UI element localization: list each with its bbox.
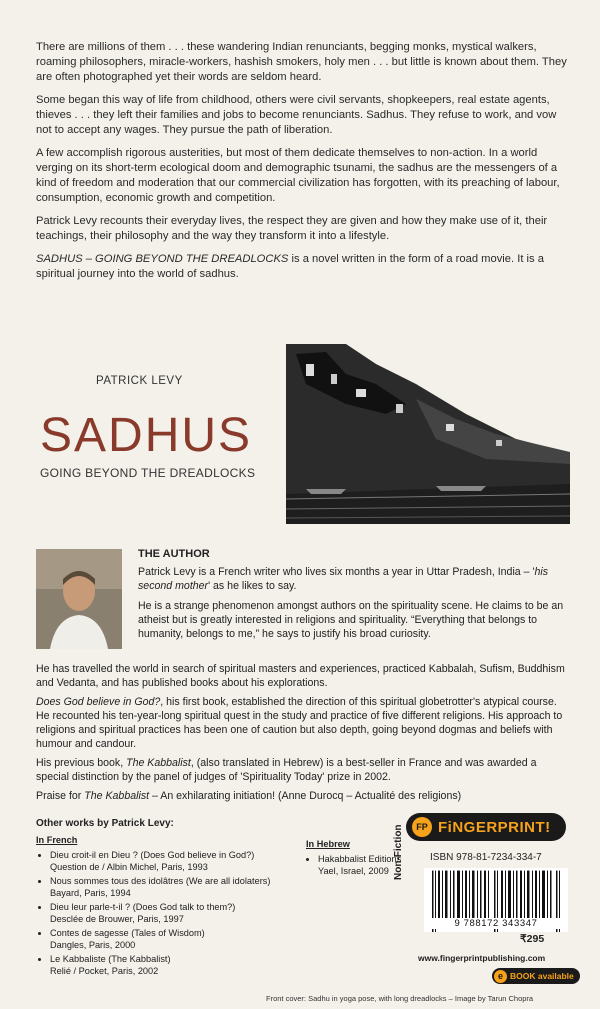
cover-author-name: PATRICK LEVY <box>96 375 183 387</box>
author-intro <box>138 565 568 647</box>
varanasi-ghats-photo <box>286 344 570 524</box>
cover-title: SADHUS <box>40 409 253 462</box>
category-label: Non-Fiction <box>393 824 404 880</box>
ebook-label: BOOK available <box>510 971 574 981</box>
intro-paragraph: Patrick Levy recounts their everyday lives, the respect they are given and how they make use of it, their teachings, their philosophy and the way they transform it into a lifestyle. <box>36 215 548 242</box>
list-item: • Dieu croit-il en Dieu ? (Does God believe in God?) Question de / Albin Michel, Paris, 1993 <box>50 849 306 873</box>
publisher-logo <box>406 813 566 841</box>
ebook-icon: e <box>494 970 507 983</box>
intro-paragraph: A few accomplish rigorous austerities, but most of them dedicate themselves to non-action. In a world verging on its short-term ecological doom and demographic tsunami, the sadhus are the messengers of a kind of freedom and moderation that our commercial civilization has forgotten, with its preaching of labour, consumption, economic growth and competition. <box>36 147 560 204</box>
book-title-inline: SADHUS – GOING BEYOND THE DREADLOCKS <box>36 253 289 265</box>
french-works-list <box>36 849 306 977</box>
barcode-digits: 9 788172 343347 <box>424 918 568 929</box>
cover-credit: Front cover: Sadhu in yoga pose, with long dreadlocks – Image by Tarun Chopra <box>266 994 534 1003</box>
bio-paragraph: Does God believe in God?, his first book, established the direction of this spiritual globetrotter's atypical course. He recounted his ten-year-long spiritual quest in the study and practice of five different religions. His approach to religions and spiritual practices has been one of caution but also depth, going beyond dogmas and beliefs with humour and candour. <box>36 696 563 750</box>
isbn-text: ISBN 978-81-7234-334-7 <box>430 852 542 863</box>
publisher-website: www.fingerprintpublishing.com <box>418 953 546 963</box>
bio-paragraph: Praise for The Kabbalist – An exhilarating initiation! (Anne Durocq – Actualité des religions) <box>36 790 462 802</box>
author-bio <box>36 662 568 808</box>
fingerprint-icon: FP <box>412 817 432 837</box>
list-item: • Contes de sagesse (Tales of Wisdom) Dangles, Paris, 2000 <box>50 927 306 951</box>
hebrew-works-list <box>306 853 406 877</box>
list-item: • Hakabbalist Editions Yael, Israel, 2009 <box>318 853 406 877</box>
publisher-name: FiNGERPRINT! <box>438 818 551 836</box>
intro-paragraph: There are millions of them . . . these wandering Indian renunciants, begging monks, mystical walkers, roaming philosophers, miracle-workers, hashish smokers, holy men . . . but little is known about them. They are often photographed yet their words are seldom heard. <box>36 41 567 83</box>
list-item: • Nous sommes tous des idolâtres (We are all idolaters) Bayard, Paris, 1994 <box>50 875 306 899</box>
author-paragraph: He is a strange phenomenon amongst authors on the spirituality scene. He claims to be an atheist but is greatly interested in religions and spirituality. “Everything that belongs to humanity, belongs to me,” he says to justify his broad curiosity. <box>138 600 564 640</box>
other-works-heading: Other works by Patrick Levy: <box>36 818 174 829</box>
author-paragraph: Patrick Levy is a French writer who lives six months a year in Uttar Pradesh, India – 'his second mother' as he likes to say. <box>138 566 549 592</box>
intro-blurb <box>36 40 568 290</box>
bio-paragraph: His previous book, The Kabbalist, (also translated in Hebrew) is a best-seller in France and was awarded a special distinction by the panel of judges of 'Spirituality Today' prize in 2002. <box>36 757 537 783</box>
intro-paragraph: SADHUS – GOING BEYOND THE DREADLOCKS is a novel written in the form of a road movie. It is a spiritual journey into the world of sadhus. <box>36 253 544 280</box>
cover-subtitle: GOING BEYOND THE DREADLOCKS <box>40 466 256 480</box>
other-works <box>36 818 306 979</box>
intro-paragraph: Some began this way of life from childhood, others were civil servants, shopkeepers, real estate agents, thieves . . . they left their families and jobs to become renunciants. Sadhus. They refuse to work, and vow not to accept any wages. They pursue the path of liberation. <box>36 94 557 136</box>
bio-paragraph: He has travelled the world in search of spiritual masters and experiences, practiced Kabbalah, Sufism, Buddhism and Vedanta, and has published books about his explorations. <box>36 663 565 689</box>
list-item: • Dieu leur parle-t-il ? (Does God talk to them?) Desclée de Brouwer, Paris, 1997 <box>50 901 306 925</box>
hebrew-works <box>306 838 406 877</box>
list-item: • Le Kabbaliste (The Kabbalist) Relié / Pocket, Paris, 2002 <box>50 953 306 977</box>
author-portrait <box>36 549 122 649</box>
french-label: In French <box>36 835 78 845</box>
ebook-badge <box>492 968 580 984</box>
author-heading: THE AUTHOR <box>138 548 210 560</box>
price: ₹295 <box>520 933 545 945</box>
hebrew-label: In Hebrew <box>306 839 350 849</box>
